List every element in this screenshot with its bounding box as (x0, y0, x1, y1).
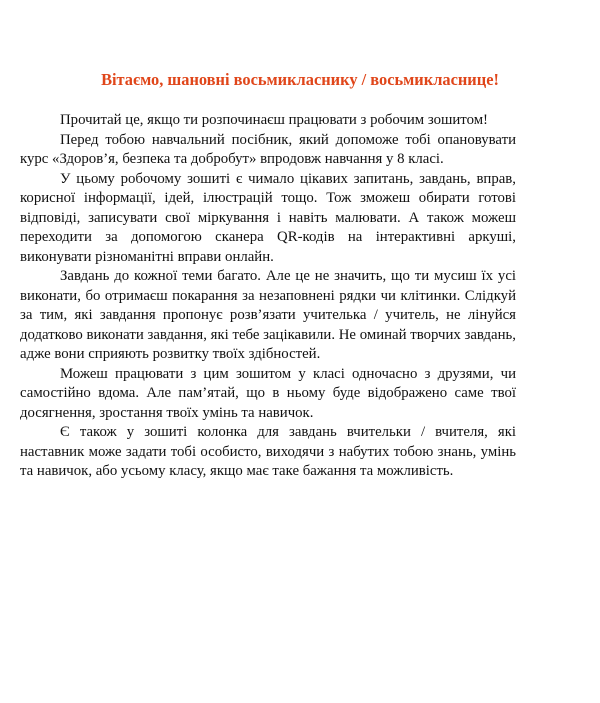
paragraph: Можеш працювати з цим зошитом у класі одночасно з друзями, чи самостійно вдома. Але пам’ятай, що в ньому буде відображено саме твої досягнення, зростання твоїх умінь та навичок. (20, 365, 516, 421)
paragraph: Завдань до кожної теми багато. Але це не значить, що ти мусиш їх усі виконати, бо отримаєш покарання за незаповнені рядки чи клітинки. Слідкуй за тим, які завдання пропонує розв’язати учителька / учитель, не лінуйся додатково виконати завдання, які тебе зацікавили. Не оминай творчих завдань, адже вони сприяють розвитку твоїх здібностей. (20, 268, 516, 362)
page-title: Вітаємо, шановні восьмикласнику / восьмикласнице! (101, 70, 499, 89)
paragraph: Є також у зошиті колонка для завдань вчительки / вчителя, які наставник може задати тобі особисто, виходячи з набутих тобою знань, умінь та навичок, або усьому класу, якщо має таке бажання та можливість. (20, 424, 516, 479)
intro-text (20, 111, 516, 482)
paragraph: Прочитай це, якщо ти розпочинаєш працювати з робочим зошитом! (60, 112, 488, 128)
paragraph: Перед тобою навчальний посібник, який допоможе тобі опановувати курс «Здоров’я, безпека та добробут» впродовж навчання у 8 класі. (20, 131, 516, 167)
paragraph: У цьому робочому зошиті є чимало цікавих запитань, завдань, вправ, корисної інформації, ідей, ілюстрацій тощо. Тож зможеш обирати готові відповіді, записувати свої міркування і навіть малювати. А також можеш переходити за допомогою сканера QR-кодів на інтерактивні аркуші, виконувати різноманітні вправи онлайн. (20, 170, 516, 265)
